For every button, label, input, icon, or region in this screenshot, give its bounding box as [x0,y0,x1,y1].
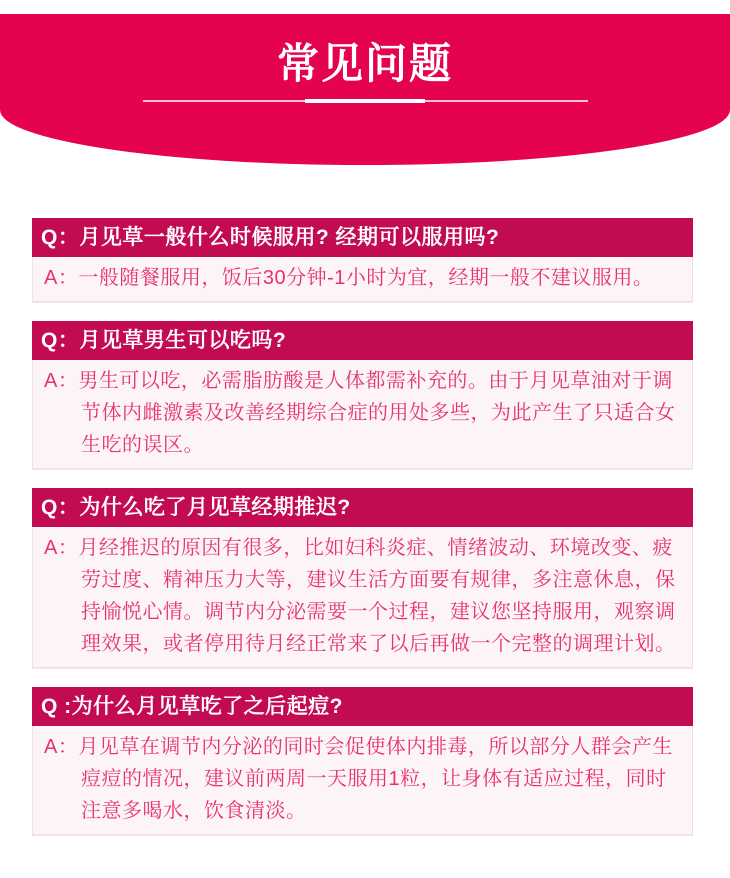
faq-item [32,488,693,668]
question-bar: Q :为什么月见草吃了之后起痘? [32,687,693,726]
faq-item [32,218,693,302]
title-divider-accent [305,99,425,103]
answer-body: 男生可以吃，必需脂肪酸是人体都需补充的。由于月见草油对于调节体内雌激素及改善经期综合症的用处多些，为此产生了只适合女生吃的误区。 [78,370,676,456]
answer-box [32,360,693,469]
faq-banner [0,14,730,165]
question-bar: Q：为什么吃了月见草经期推迟? [32,488,693,527]
answer-box [32,726,693,835]
answer-body: 月经推迟的原因有很多，比如妇科炎症、情绪波动、环境改变、疲劳过度、精神压力大等，建议生活方面要有规律，多注意休息，保持愉悦心情。调节内分泌需要一个过程，建议您坚持服用，观察调理效果，或者停用待月经正常来了以后再做一个完整的调理计划。 [78,537,676,655]
answer-prefix: A： [44,267,79,289]
question-bar: Q：月见草一般什么时候服用? 经期可以服用吗? [32,218,693,257]
page-title: 常见问题 [276,40,453,87]
answer-prefix: A： [44,370,79,392]
answer-body: 一般随餐服用，饭后30分钟-1小时为宜，经期一般不建议服用。 [78,267,654,289]
answer-box [32,257,693,302]
title-divider [143,100,588,102]
answer-body: 月见草在调节内分泌的同时会促使体内排毒，所以部分人群会产生痘痘的情况，建议前两周一天服用1粒，让身体有适应过程，同时注意多喝水，饮食清淡。 [78,736,673,822]
answer-text [33,257,692,301]
faq-item [32,687,693,835]
answer-text [33,726,692,834]
answer-prefix: A： [44,736,79,758]
answer-text [33,527,692,667]
faq-list [32,218,693,835]
question-bar: Q：月见草男生可以吃吗? [32,321,693,360]
answer-box [32,527,693,668]
answer-text [33,360,692,468]
faq-page [0,14,730,878]
faq-item [32,321,693,469]
answer-prefix: A： [44,537,79,559]
